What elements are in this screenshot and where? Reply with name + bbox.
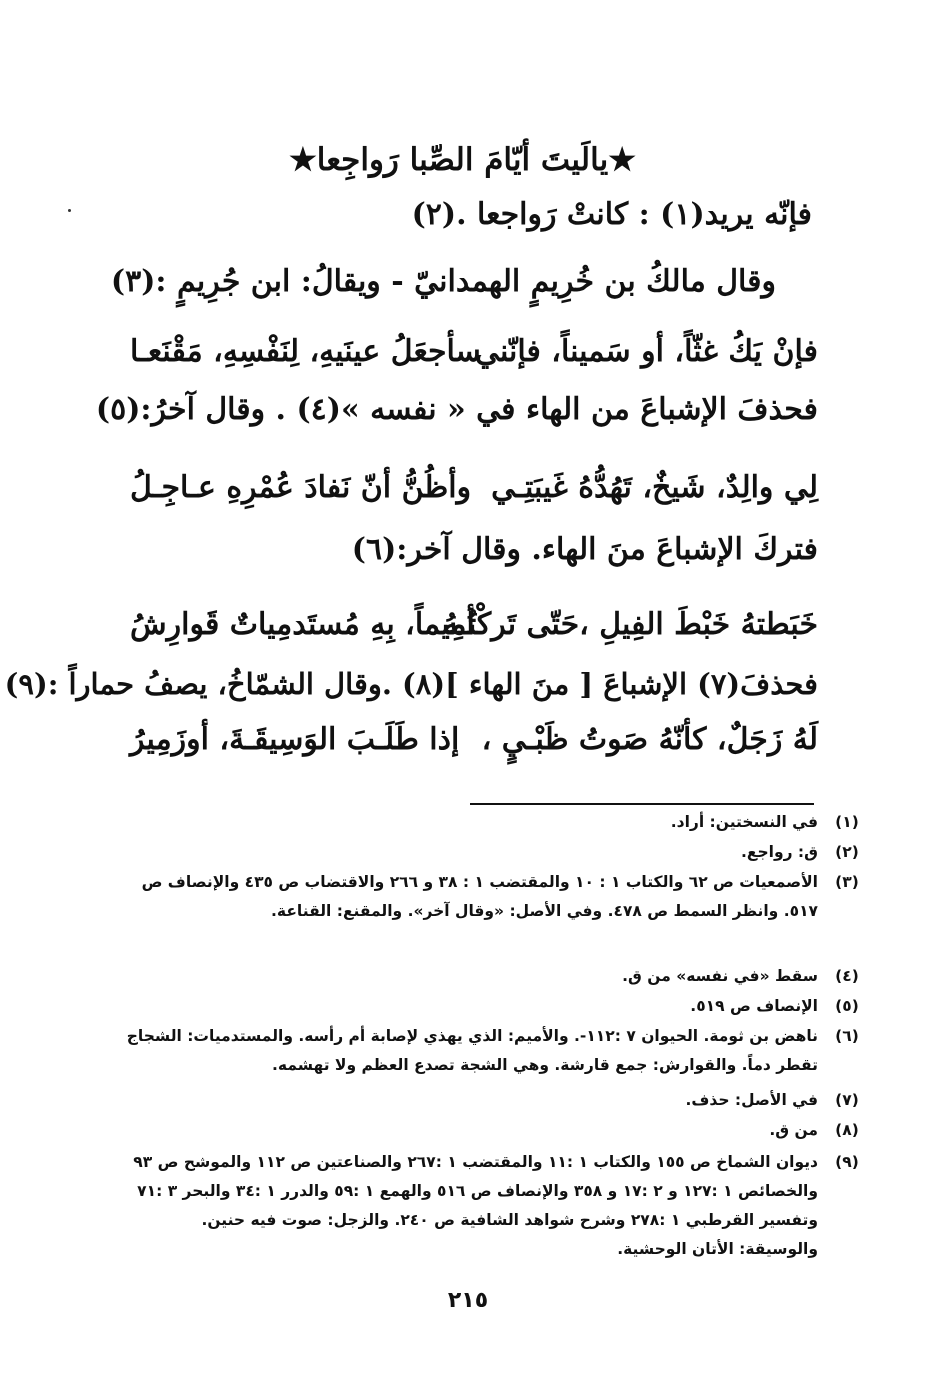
- verse-4-second-hemistich: إذا طَلَـبَ الوَسِيقَـةَ، أوزَمِيرُ: [130, 722, 460, 757]
- verse-heading: ★يالَيتَ أيّامَ الصِّبا رَواجِعا★: [288, 142, 636, 178]
- footnote: [118, 992, 859, 1021]
- verse-4-first-hemistich: لَهُ زَجَلٌ، كأنّهُ صَوتُ ظَبْـيٍ ،: [481, 722, 818, 757]
- text-line-5: فحذفَ(٧) الإشباعَ [ منَ الهاء ](٨) .وقال الشمّاخُ، يصفُ حماراً :(٩): [4, 667, 818, 701]
- text-line-2: وقال مالكُ بن خُرِيمٍ الهمدانيّ - ويقالُ: ابن جُرِيمٍ :(٣): [110, 264, 776, 299]
- verse-3: [0, 605, 936, 645]
- text-line-1: فإنّه يريد(١) : كانتْ رَواجعا .(٢): [411, 197, 812, 232]
- scan-speck: [68, 209, 71, 212]
- verse-2-first-hemistich: لِي والِدٌ، شَيخٌ، تَهُدُّهُ غَيبَتِـي: [491, 470, 818, 505]
- footnote: [118, 1116, 859, 1145]
- footnote: [118, 1086, 859, 1115]
- footnote: [118, 808, 859, 837]
- verse-4: [0, 720, 936, 760]
- footnote-text: الأصمعيات ص ٦٢ والكتاب ١ : ١٠ والمقتضب ١ : ٣٨ و ٢٦٦ والاقتضاب ص ٤٣٥ والإنصاف ص ٥١٧. وانظر السمط ص ٤٧٨. وفي الأصل: «وقال آخر». والمقنع: القناعة.: [141, 873, 818, 920]
- footnote-text: ديوان الشماخ ص ١٥٥ والكتاب ١ :١١ والمقتضب ١ :٢٦٧ والصناعتين ص ١١٢ والموشح ص ٩٣ والخصائص ١ :١٢٧ و ٢ :١٧ و ٣٥٨ والإنصاف ص ٥١٦ والهمع ١ :٥٩ والدرر ١ :٣٤ والبحر ٣ :٧١ وتفسير القرطبي ١ :٢٧٨ وشرح شواهد الشافية ص ٢٤٠. والزجل: صوت فيه حنين. والوسيقة: الأتان الوحشية.: [133, 1153, 818, 1258]
- verse-1: [0, 332, 936, 372]
- verse-3-second-hemistich: أمِيماً، بِهِ مُستَدمِياتٌ قَوارِشُ: [130, 607, 475, 642]
- footnote-text: الإنصاف ص ٥١٩.: [690, 997, 818, 1015]
- text-line-3: فحذفَ الإشباعَ من الهاء في « نفسه »(٤) . وقال آخرُ:(٥): [95, 392, 818, 427]
- footnote: [118, 1148, 859, 1264]
- verse-1-second-hemistich: سأجعَلُ عينَيهِ، لِنَفْسِهِ، مَقْنَعـا: [130, 334, 481, 369]
- footnote-number: (٥): [835, 997, 859, 1015]
- footnote: [118, 868, 859, 926]
- footnote-number: (٧): [835, 1091, 859, 1109]
- footnote-text: سقط «في نفسه» من ق.: [622, 967, 818, 985]
- footnote: [118, 838, 859, 867]
- page-number: ٢١٥: [447, 1288, 489, 1313]
- footnote-separator: [470, 803, 814, 805]
- footnote-text: ق: رواجع.: [741, 843, 818, 861]
- footnote-text: من ق.: [769, 1121, 818, 1139]
- footnote-number: (٢): [835, 843, 859, 861]
- verse-1-first-hemistich: فإنْ يَكُ غثّاً، أو سَميناً، فإنّني: [474, 334, 818, 369]
- footnote-number: (٦): [835, 1027, 859, 1045]
- text-line-4: فتركَ الإشباعَ منَ الهاء. وقال آخر:(٦): [351, 532, 818, 567]
- verse-3-first-hemistich: خَبَطتهُ خَبْطَ الفِيلِ ،حَتّى تَركْتُـهُ: [442, 607, 818, 642]
- footnote-number: (٨): [835, 1121, 859, 1139]
- footnote-number: (٤): [835, 967, 859, 985]
- footnote-number: (١): [835, 813, 859, 831]
- footnote-text: في الأصل: حذف.: [685, 1091, 818, 1109]
- footnote-number: (٣): [835, 873, 859, 891]
- footnote-text: في النسختين: أراد.: [670, 813, 818, 831]
- footnote-text: ناهض بن ثومة. الحيوان ٧ :١١٢-. والأميم: الذي يهذي لإصابة أم رأسه. والمستدميات: الشجاج تقطر دماً. والقوارش: جمع قارشة. وهي الشجة تصدع العظم ولا تهشمه.: [126, 1027, 818, 1074]
- verse-2: [0, 468, 936, 508]
- footnote: [118, 1022, 859, 1080]
- footnote-number: (٩): [835, 1153, 859, 1171]
- verse-2-second-hemistich: وأظُنُّ أنّ نَفادَ عُمْرِهِ عـاجِـلُ: [130, 470, 472, 505]
- footnote: [118, 962, 859, 991]
